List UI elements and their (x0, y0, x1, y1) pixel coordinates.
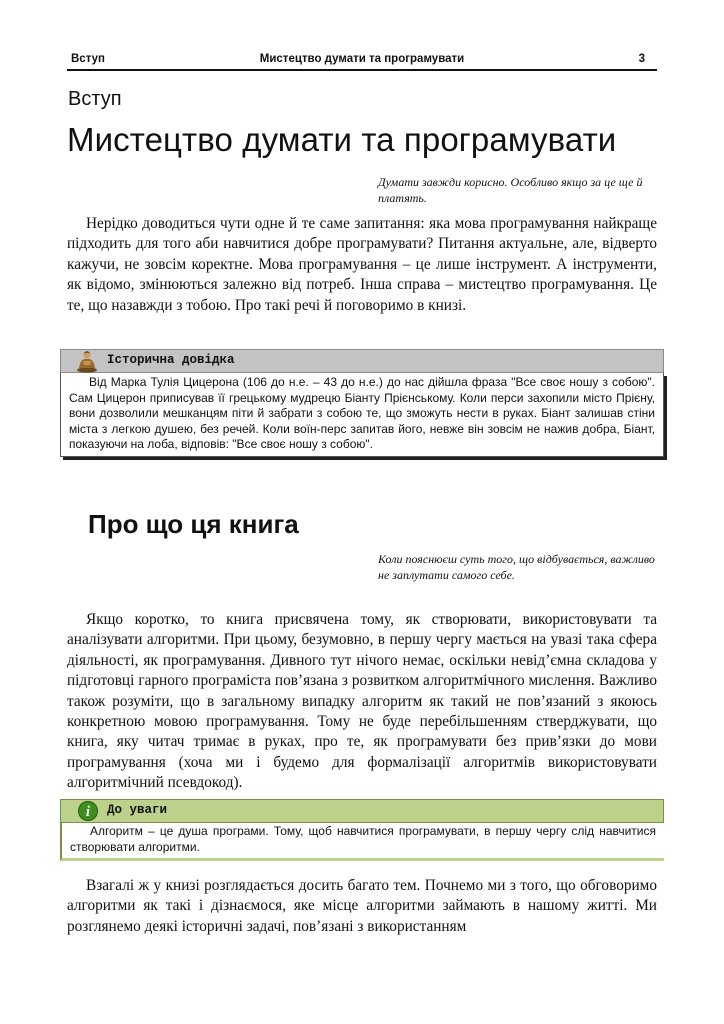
seated-figure-icon (75, 347, 99, 373)
chapter-epigraph: Думати завжди корисно. Особливо якщо за це ще й платять. (378, 175, 643, 205)
page-number: 3 (638, 53, 645, 65)
svg-text:i: i (85, 804, 91, 820)
section-paragraph: Якщо коротко, то книга присвячена тому, як створювати, використовувати та аналізувати алгоритми. При цьому, безумовно, в першу чергу мається на увазі така сфера діяльності, як програмування. Дивного тут нічого немає, оскільки невід’ємна складова у підготовці гарного програміста пов’язана з розвитком алгоритмічного мислення. Важливо також розуміти, що в загальному випадку алгоритм як такий не пов’язаний з якоюсь конкретною мовою програмування. Тому не буде перебільшенням стверджувати, що книга, яку читач тримає в руках, про те, як програмувати без прив’язки до мови програмування (хоча ми і будемо для формалізації алгоритмів використовувати алгоритмічний псевдокод). (67, 611, 657, 792)
running-header (67, 52, 657, 71)
header-chapter-title: Мистецтво думати та програмувати (259, 53, 465, 65)
section-epigraph: Коли пояснюєш суть того, що відбувається, важливо не заплутати самого себе. (378, 552, 655, 582)
intro-paragraph: Нерідко доводиться чути одне й те саме запитання: яка мова програмування найкраще підходить для того аби навчитися добре програмувати? Питання актуальне, але, відверто кажучи, не зовсім коректне. Мова програмування – це лише інструмент. А інструменти, як відомо, змінюються залежно від потреб. Інша справа – мистецтво програмування. Це те, що назавжди з тобою. Про такі речі й поговоримо в книзі. (67, 215, 657, 314)
historical-note-header (60, 349, 664, 373)
historical-note-text: Від Марка Тулія Цицерона (106 до н.е. – 43 до н.е.) до нас дійшла фраза "Все своє ношу з собою". Сам Цицерон приписував її грецькому мудрецю Біанту Прієнському. Коли перси захопили місто Прієну, вони дозволили мешканцям піти й забрати з собою те, що зможуть нести в руках. Біант залишав стіни міста з легкою душею, без речей. Коли воїн-перс запитав його, невже він зовсім не нажив добра, Біант, показуючи на лоба, відповів: "Все своє ношу з собою". (60, 373, 664, 457)
chapter-label: Вступ (68, 88, 122, 110)
chapter-title: Мистецтво думати та програмувати (67, 121, 617, 158)
attention-note-box (60, 799, 664, 861)
attention-note-title: До уваги (107, 803, 168, 817)
attention-note-header (60, 799, 664, 823)
section-title: Про що ця книга (88, 509, 299, 539)
closing-paragraph: Взагалі ж у книзі розглядається досить багато тем. Почнемо ми з того, що обговоримо алгоритми як такі і дізнаємося, яке місце алгоритми займають в нашому житті. Ми розглянемо деякі історичні задачі, пов’язані з використанням (67, 877, 657, 935)
info-icon (77, 800, 99, 822)
historical-note-title: Історична довідка (107, 353, 235, 367)
attention-note-text: Алгоритм – це душа програми. Тому, щоб навчитися програмувати, в першу чергу слід навчитися створювати алгоритми. (60, 823, 664, 861)
historical-note-box (60, 349, 664, 457)
header-section: Вступ (71, 53, 105, 65)
